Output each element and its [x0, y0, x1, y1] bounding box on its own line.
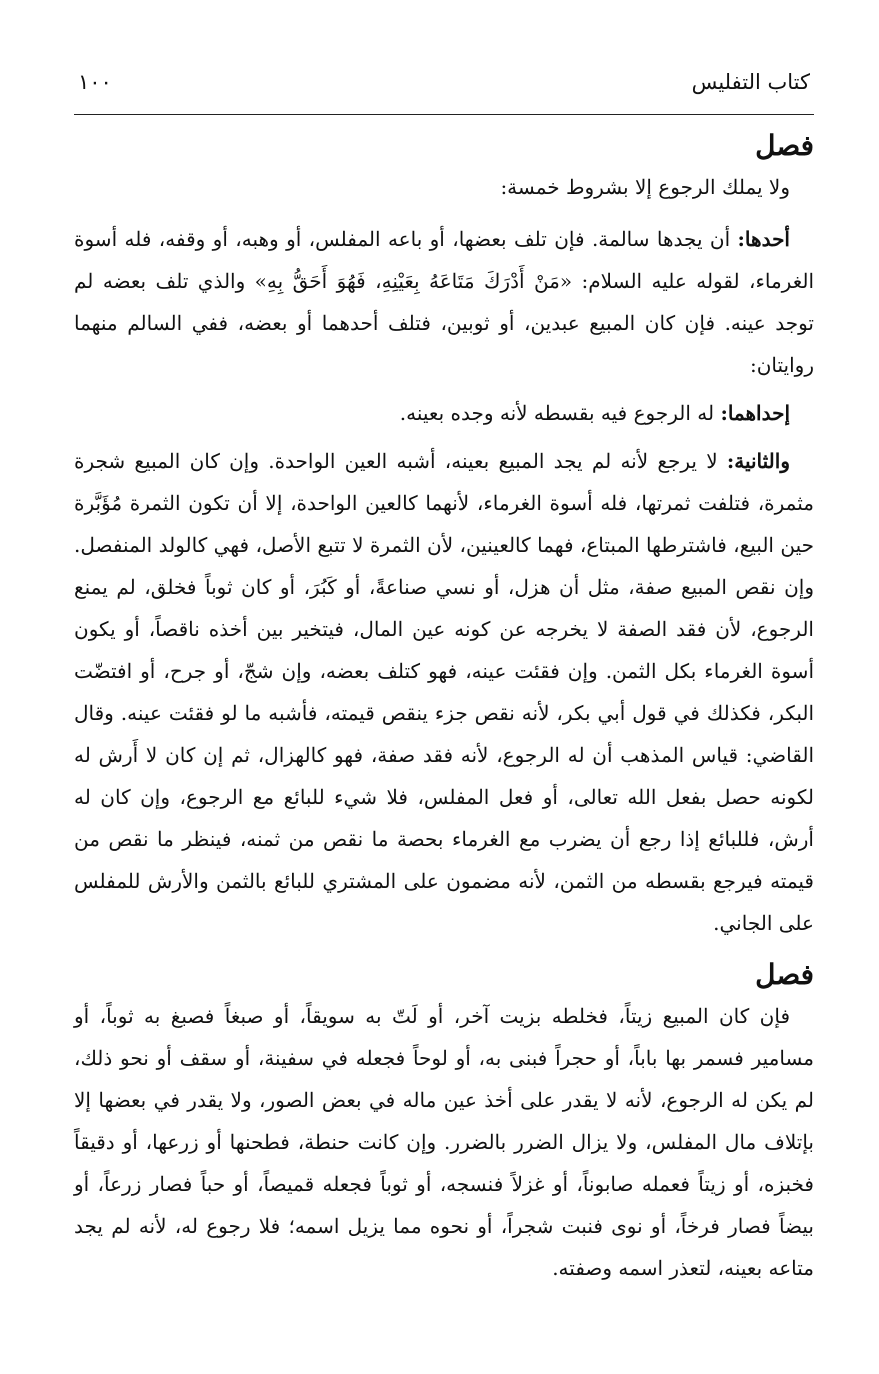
- header-rule: [74, 114, 814, 115]
- paragraph-mixing: [74, 995, 814, 1289]
- paragraph-text: فإن كان المبيع زيتاً، فخلطه بزيت آخر، أو لَتّ به سويقاً، أو صبغاً فصبغ به ثوباً، أو مسامير فسمر بها باباً، أو حجراً فبنى به، أو لوحاً فجعله في سفينة، أو سقف أو نحو ذلك، لم يكن له الرجوع، لأنه لا يقدر على أخذ عين ماله في بعض الصور، ولا يقدر في بعضها إلا بإتلاف مال المفلس، ولا يزال الضرر بالضرر. وإن كانت حنطة، فطحنها أو زرعها، أو دقيقاً فخبزه، أو زيتاً فعمله صابوناً، أو غزلاً فنسجه، أو ثوباً فجعله قميصاً، أو حباً فصار زرعاً، أو بيضاً فصار فرخاً، أو نوى فنبت شجراً، أو نحوه مما يزيل اسمه؛ فلا رجوع له، لأنه لم يجد متاعه بعينه، لتعذر اسمه وصفته.: [74, 1004, 814, 1280]
- paragraph-text: لا يرجع لأنه لم يجد المبيع بعينه، أشبه العين الواحدة. وإن كان المبيع شجرة مثمرة، فتلفت ثمرتها، فله أسوة الغرماء، لأنهما كالعين الواحدة، إلا أن تكون الثمرة مُؤَبَّرة حين البيع، فاشترطها المبتاع، فهما كالعينين، لأن الثمرة لا تتبع الأصل، فهي كالولد المنفصل. وإن نقص المبيع صفة، مثل أن هزل، أو نسي صناعةً، أو كَبُرَ، أو كان ثوباً فخلق، لم يمنع الرجوع، لأن فقد الصفة لا يخرجه عن كونه عين المال، فيتخير بين أخذه ناقصاً، أو يكون أسوة الغرماء بكل الثمن. وإن فقئت عينه، فهو كتلف بعضه، وإن شجّ، أو جرح، أو افتضّت البكر، فكذلك في قول أبي بكر، لأنه نقص جزء ينقص قيمته، فأشبه ما لو فقئت عينه. وقال القاضي: قياس المذهب أن له الرجوع، لأنه فقد صفة، فهو كالهزال، ثم إن كان لا أَرش له لكونه حصل بفعل الله تعالى، أو فعل المفلس، فلا شيء للبائع مع الرجوع، وإن كان له أرش، فللبائع إذا رجع أن يضرب مع الغرماء بحصة ما نقص من ثمنه، فينظر ما نقص من قيمته فيرجع بقسطه من الثمن، لأنه مضمون على المشتري للبائع بالثمن والأرش للمفلس على الجاني.: [74, 449, 815, 935]
- paragraph-lead: أحدها:: [737, 227, 790, 251]
- paragraph-text: له الرجوع فيه بقسطه لأنه وجده بعينه.: [399, 401, 721, 425]
- book-page: [74, 70, 814, 1289]
- paragraph-text: أن يجدها سالمة. فإن تلف بعضها، أو باعه المفلس، أو وهبه، أو وقفه، فله أسوة الغرماء، لقوله عليه السلام: «: [74, 227, 815, 293]
- section-title-1: فصل: [755, 129, 814, 162]
- paragraph-lead: إحداهما:: [720, 401, 790, 425]
- chapter-title: كتاب التفليس: [691, 70, 810, 94]
- section-intro: ولا يملك الرجوع إلا بشروط خمسة:: [500, 175, 790, 199]
- paragraph-lead: والثانية:: [726, 449, 790, 473]
- running-header: [74, 70, 814, 110]
- paragraph-first-condition: [74, 218, 814, 386]
- paragraph-text: » والذي تلف بعضه لم توجد عينه. فإن كان المبيع عبدين، أو ثوبين، فتلف أحدهما أو بعضه، ففي السالم منهما روايتان:: [74, 269, 814, 377]
- paragraph-first-narration: [74, 392, 814, 434]
- hadith-quote: مَنْ أَدْرَكَ مَتَاعَهُ بِعَيْنِهِ، فَهُوَ أَحَقُّ بِهِ: [266, 269, 560, 293]
- page-number: ١٠٠: [78, 70, 112, 94]
- section-title-2: فصل: [755, 958, 814, 991]
- paragraph-second-narration: [74, 440, 814, 944]
